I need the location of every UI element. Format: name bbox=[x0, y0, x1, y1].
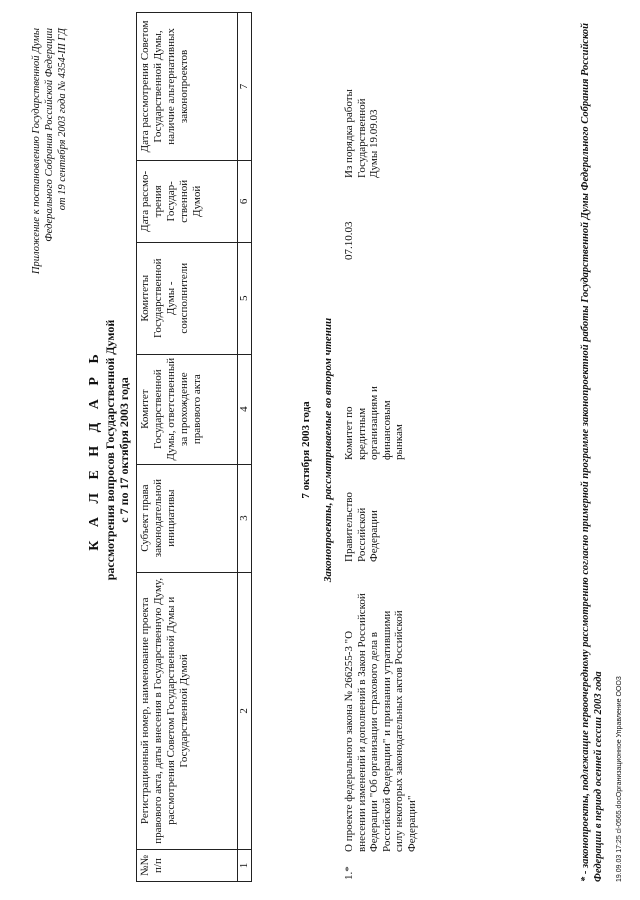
footnote: * - законопроекты, подлежащие первоочередному рассмотрению согласно примерной программе законопроектной работы Государственной Думы Федерального Собрания Российской Федерации в период осенней сессии 2003 года bbox=[580, 23, 604, 882]
table-header-row bbox=[137, 13, 238, 882]
item-responsible-committee: Комитет по кредитным организациям и финансовым рынкам bbox=[343, 386, 405, 460]
title-block bbox=[86, 0, 131, 900]
column-header: №№ п/п bbox=[137, 850, 238, 882]
item-title: О проекте федерального закона № 266255-3 "О внесении изменений и дополнений в Закон Российской Федерации "Об организации страхового дела в Российской Федерации" и признании утратившими силу некоторых законодательных актов Российской Федерации" bbox=[343, 593, 418, 852]
column-header: Субъект права законодательной инициативы bbox=[137, 464, 238, 572]
page-date-range: с 7 по 17 октября 2003 года bbox=[117, 377, 131, 523]
column-header: Дата рассмо-трения Государ-ственной Думой bbox=[137, 160, 238, 242]
section-heading: Законопроекты, рассматриваемые во втором чтении bbox=[322, 317, 334, 583]
column-header: Комитет Государственной Думы, ответственный за прохождение правового акта bbox=[137, 354, 238, 464]
column-number: 3 bbox=[238, 464, 252, 572]
column-number: 2 bbox=[238, 572, 252, 849]
item-initiative-subject: Правительство Российской Федерации bbox=[343, 492, 380, 562]
column-header: Регистрационный номер, наименование проекта правового акта, даты внесения в Государственную Думу, рассмотрения Советом Государственной Думы и Государственной Думой bbox=[137, 572, 238, 849]
column-number: 7 bbox=[238, 13, 252, 161]
column-number: 6 bbox=[238, 160, 252, 242]
appendix-line-2: Федерального Собрания Российской Федерации bbox=[44, 28, 55, 242]
appendix-line-3: от 19 сентября 2003 года № 4354-III ГД bbox=[57, 28, 68, 211]
item-number: 1.* bbox=[343, 866, 355, 880]
appendix-note bbox=[30, 28, 69, 274]
page-subtitle: рассмотрения вопросов Государственной Думой bbox=[103, 319, 117, 581]
column-number: 4 bbox=[238, 354, 252, 464]
date-heading: 7 октября 2003 года bbox=[300, 401, 312, 499]
page-title: К А Л Е Н Д А Р Ь bbox=[87, 349, 102, 551]
appendix-line-1: Приложение к постановлению Государственной Думы bbox=[31, 28, 42, 275]
column-header: Комитеты Государственной Думы - соисполнители bbox=[137, 242, 238, 354]
item-council-review: Из порядка работы Государственной Думы 19.09.03 bbox=[343, 89, 380, 178]
column-header: Дата рассмотрения Советом Государственной Думы, наличие альтернативных законопроектов bbox=[137, 13, 238, 161]
column-number: 5 bbox=[238, 242, 252, 354]
calendar-table bbox=[136, 12, 252, 882]
column-number: 1 bbox=[238, 850, 252, 882]
document-path: 19.09.03 17:25 cl-0565.docОрганизационное Управление ООО3 bbox=[616, 676, 623, 882]
column-number-row bbox=[238, 13, 252, 882]
item-review-date: 07.10.03 bbox=[343, 221, 355, 260]
